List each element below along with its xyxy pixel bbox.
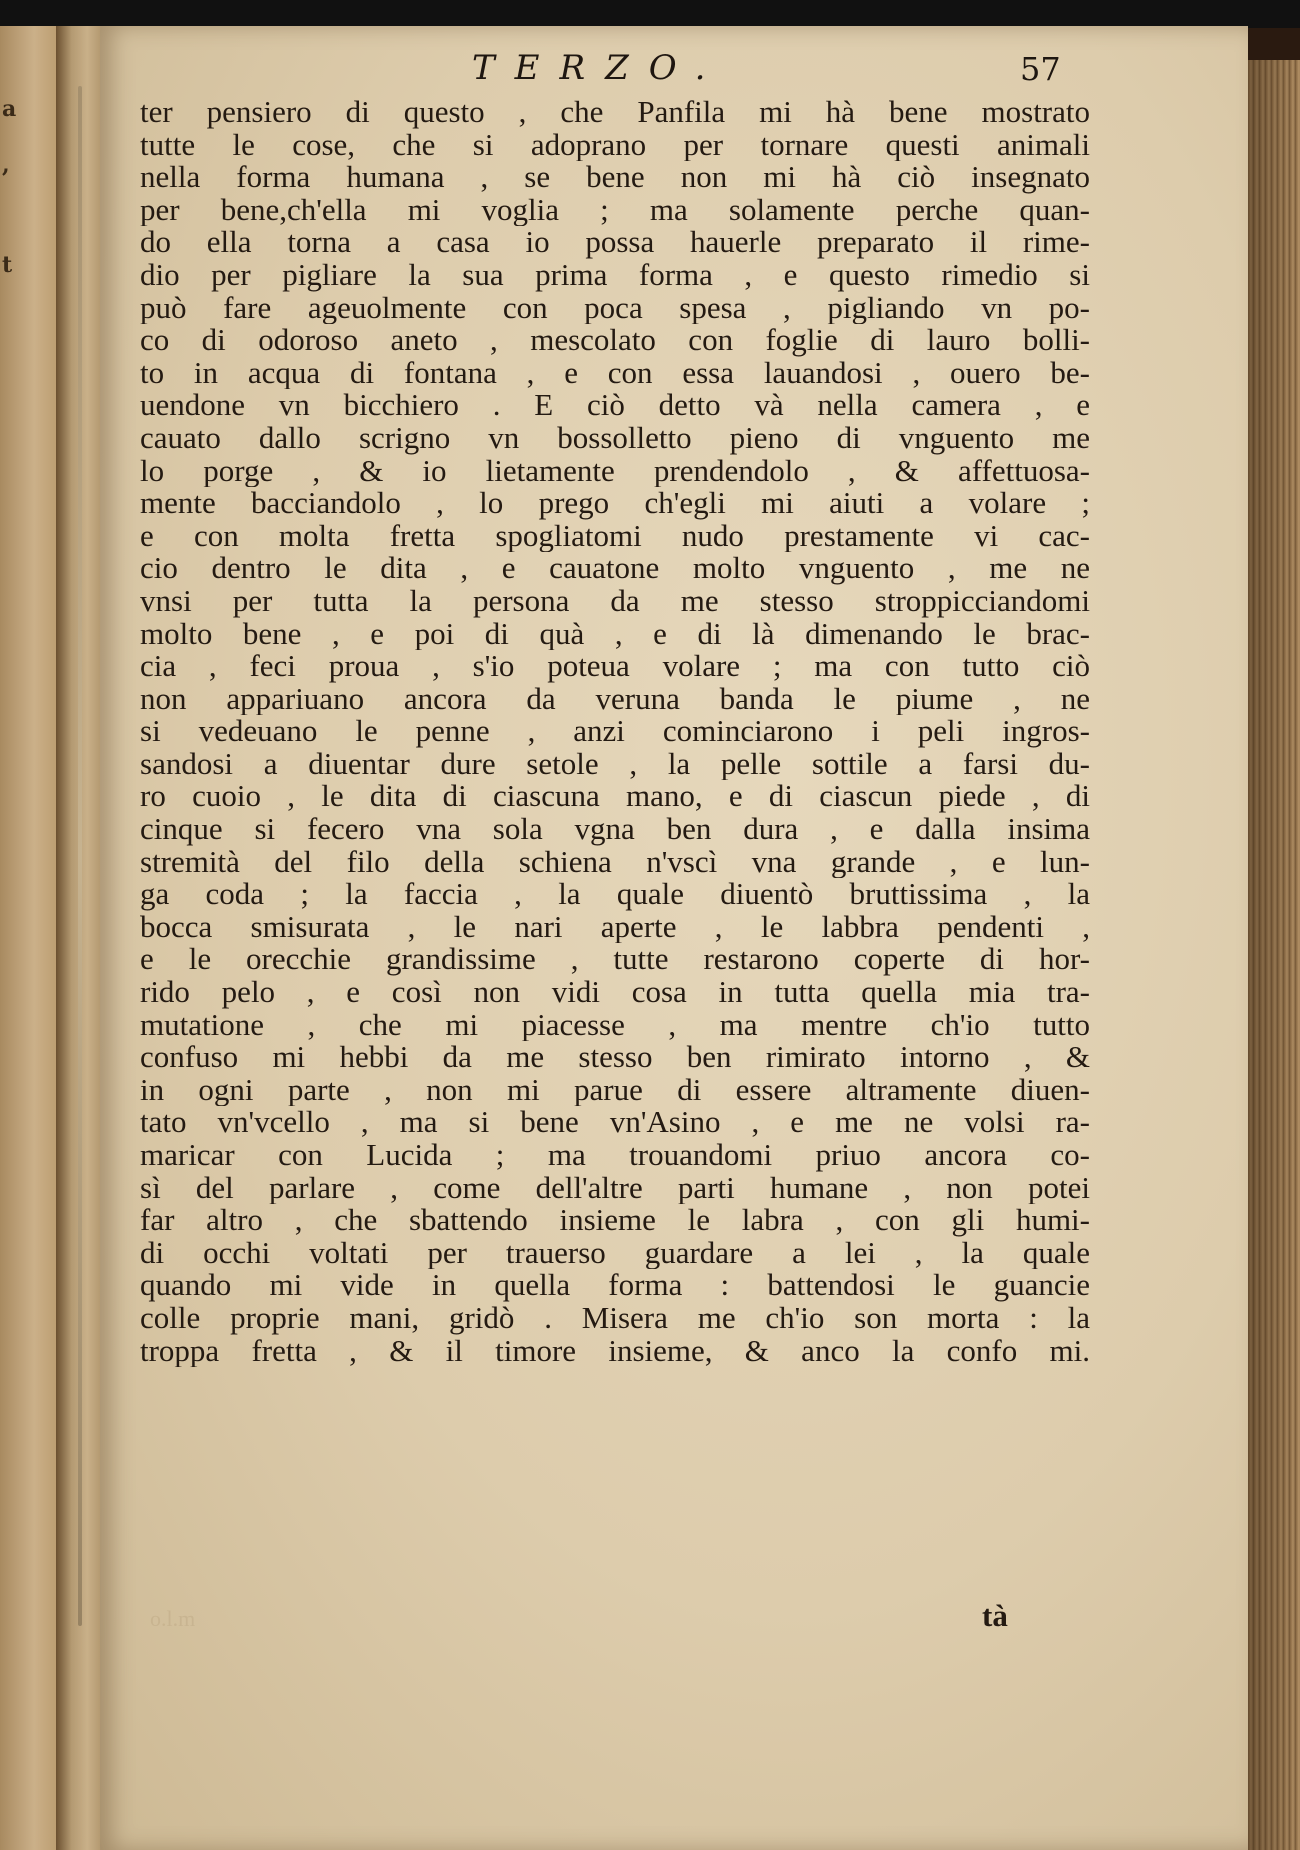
text-line: tato vn'vcello , ma si bene vn'Asino , e me ne volsi ra- bbox=[140, 1106, 1090, 1139]
text-line: mutatione , che mi piacesse , ma mentre ch'io tutto bbox=[140, 1008, 1090, 1042]
body-text bbox=[140, 96, 1090, 1367]
text-line: mente bacciandolo , lo prego ch'egli mi aiuti a volare ; bbox=[140, 487, 1090, 520]
text-line: cauato dallo scrigno vn bossolletto pieno di vnguento me bbox=[140, 421, 1090, 455]
text-line: può fare ageuolmente con poca spesa , pigliando vn po- bbox=[140, 291, 1090, 325]
text-line: si vedeuano le penne , anzi cominciarono i peli ingros- bbox=[140, 715, 1090, 748]
text-line: sì del parlare , come dell'altre parti humane , non potei bbox=[140, 1171, 1090, 1205]
left-page-mark: a bbox=[2, 96, 17, 122]
text-line: troppa fretta , & il timore insieme, & anco la confo mi. bbox=[140, 1334, 1090, 1368]
catchword: tà bbox=[982, 1598, 1008, 1633]
text-line: ga coda ; la faccia , la quale diuentò bruttissima , la bbox=[140, 878, 1090, 911]
faint-bleedthrough-mark: o.l.m bbox=[150, 1606, 196, 1631]
text-line: dio per pigliare la sua prima forma , e questo rimedio si bbox=[140, 258, 1090, 292]
text-line: bocca smisurata , le nari aperte , le labbra pendenti , bbox=[140, 910, 1090, 944]
text-line: confuso mi hebbi da me stesso ben rimirato intorno , & bbox=[140, 1041, 1090, 1074]
photo-top-edge bbox=[0, 0, 1300, 28]
text-line: maricar con Lucida ; ma trouandomi priuo ancora co- bbox=[140, 1139, 1090, 1172]
page-stack-edge bbox=[1248, 60, 1300, 1850]
text-line: per bene,ch'ella mi voglia ; ma solamente perche quan- bbox=[140, 193, 1090, 227]
text-line: e le orecchie grandissime , tutte restarono coperte di hor- bbox=[140, 943, 1090, 977]
text-line: vnsi per tutta la persona da me stesso stroppicciandomi bbox=[140, 584, 1090, 618]
text-line: tutte le cose, che si adoprano per tornare questi animali bbox=[140, 128, 1090, 162]
text-line: stremità del filo della schiena n'vscì vna grande , e lun- bbox=[140, 845, 1090, 879]
text-line: quando mi vide in quella forma : battendosi le guancie bbox=[140, 1269, 1090, 1302]
text-line: molto bene , e poi di quà , e di là dimenando le brac- bbox=[140, 617, 1090, 651]
text-line: e con molta fretta spogliatomi nudo prestamente vi cac- bbox=[140, 519, 1090, 553]
page-number: 57 bbox=[1020, 50, 1061, 88]
text-line: di occhi voltati per trauerso guardare a lei , la quale bbox=[140, 1236, 1090, 1270]
text-line: rido pelo , e così non vidi cosa in tutta quella mia tra- bbox=[140, 976, 1090, 1009]
text-line: nella forma humana , se bene non mi hà ciò insegnato bbox=[140, 161, 1090, 194]
running-head: TERZO. bbox=[472, 48, 726, 88]
text-line: co di odoroso aneto , mescolato con foglie di lauro bolli- bbox=[140, 324, 1090, 357]
text-line: colle proprie mani, gridò . Misera me ch'io son morta : la bbox=[140, 1301, 1090, 1335]
text-line: lo porge , & io lietamente prendendolo , & affettuosa- bbox=[140, 454, 1090, 488]
text-line: sandosi a diuentar dure setole , la pelle sottile a farsi du- bbox=[140, 747, 1090, 781]
text-line: uendone vn bicchiero . E ciò detto và nella camera , e bbox=[140, 389, 1090, 422]
text-line: non appariuano ancora da veruna banda le piume , ne bbox=[140, 682, 1090, 716]
text-line: cia , feci proua , s'io poteua volare ; ma con tutto ciò bbox=[140, 650, 1090, 683]
text-line: in ogni parte , non mi parue di essere altramente diuen- bbox=[140, 1073, 1090, 1107]
text-line: cinque si fecero vna sola vgna ben dura , e dalla insima bbox=[140, 813, 1090, 846]
left-page-mark: t bbox=[2, 252, 13, 278]
binding-thread bbox=[78, 86, 82, 1626]
text-line: to in acqua di fontana , e con essa lauandosi , ouero be- bbox=[140, 356, 1090, 390]
text-line: far altro , che sbattendo insieme le labra , con gli humi- bbox=[140, 1204, 1090, 1237]
page-header bbox=[100, 48, 1248, 88]
text-line: ro cuoio , le dita di ciascuna mano, e di ciascun piede , di bbox=[140, 780, 1090, 814]
previous-page-edge bbox=[0, 26, 62, 1850]
left-page-mark: , bbox=[2, 152, 10, 178]
text-line: cio dentro le dita , e cauatone molto vnguento , me ne bbox=[140, 552, 1090, 585]
text-line: ter pensiero di questo , che Panfila mi hà bene mostrato bbox=[140, 96, 1090, 129]
text-line: do ella torna a casa io possa hauerle preparato il rime- bbox=[140, 226, 1090, 259]
